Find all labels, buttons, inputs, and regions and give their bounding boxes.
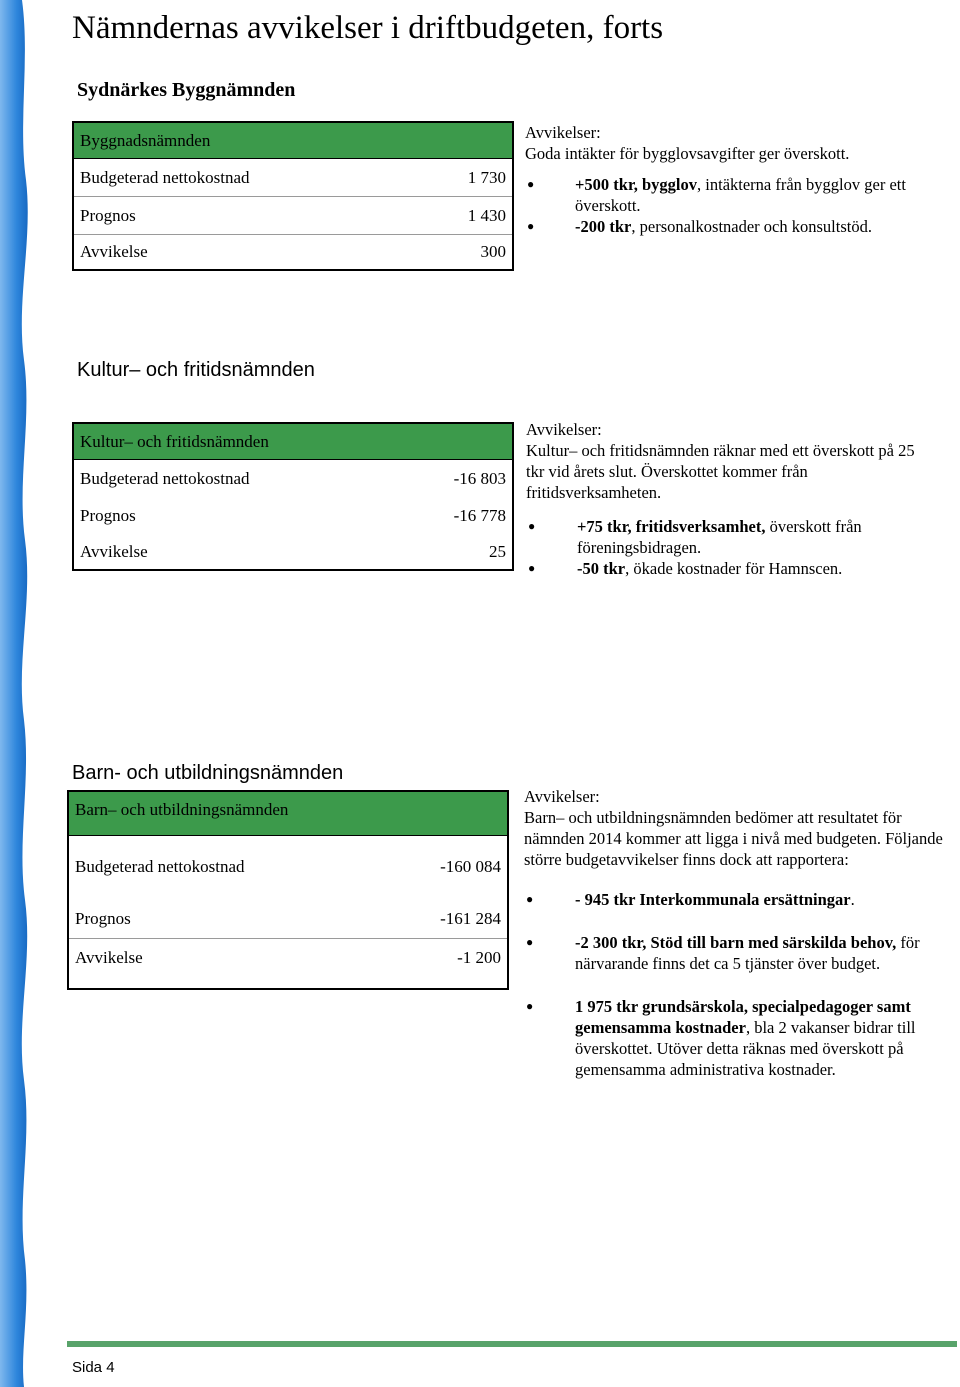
list-item xyxy=(526,558,936,579)
decorative-edge-ribbon xyxy=(0,0,34,1387)
list-item xyxy=(524,996,954,1080)
row-value: -1 200 xyxy=(457,947,501,967)
row-value: -16 778 xyxy=(453,506,506,525)
bullet-bold: +500 tkr, bygglov xyxy=(575,175,698,194)
budget-table-barn xyxy=(67,790,509,990)
budget-table-bygg xyxy=(72,121,514,271)
bullet-icon: ● xyxy=(528,519,536,533)
bullet-icon: ● xyxy=(527,219,535,233)
table-row xyxy=(69,836,507,884)
row-value: -160 084 xyxy=(440,857,501,876)
row-value: -16 803 xyxy=(453,468,506,488)
list-item xyxy=(524,932,954,974)
table-row xyxy=(69,939,507,988)
bullet-bold: -2 300 tkr, Stöd till barn med särskilda behov, xyxy=(575,933,897,952)
bullet-icon: ● xyxy=(526,999,534,1013)
deviation-notes-barn xyxy=(524,786,954,1080)
notes-bullet-list xyxy=(524,889,954,1080)
table-row xyxy=(69,884,507,939)
table-row xyxy=(74,535,512,569)
row-value: -161 284 xyxy=(440,909,501,928)
row-value: 300 xyxy=(480,242,506,261)
table-header: Barn– och utbildningsnämnden xyxy=(69,792,507,836)
bullet-text: för närvarande finns det ca 5 tjänster över budget. xyxy=(575,933,920,973)
bullet-icon: ● xyxy=(526,892,534,906)
notes-title: Avvikelser: xyxy=(524,787,600,806)
row-value: 1 430 xyxy=(467,205,506,225)
bullet-bold: 1 975 tkr grundsärskola, specialpedagoger samt gemensamma kostnader xyxy=(575,997,911,1037)
row-label: Avvikelse xyxy=(80,542,148,561)
list-item xyxy=(526,516,936,558)
row-label: Avvikelse xyxy=(75,947,143,967)
table-row xyxy=(74,235,512,269)
row-value: 25 xyxy=(489,542,506,561)
row-label: Budgeterad nettokostnad xyxy=(75,857,245,876)
deviation-notes-bygg xyxy=(525,122,950,237)
row-label: Avvikelse xyxy=(80,242,148,261)
row-label: Budgeterad nettokostnad xyxy=(80,468,250,488)
row-label: Budgeterad nettokostnad xyxy=(80,167,250,187)
notes-bullet-list xyxy=(525,174,950,237)
row-label: Prognos xyxy=(80,506,136,525)
table-row xyxy=(74,497,512,535)
footer-rule xyxy=(67,1341,957,1347)
bullet-text: överskott från föreningsbidragen. xyxy=(577,517,862,557)
bullet-text: . xyxy=(850,890,855,909)
bullet-bold: -50 tkr xyxy=(577,559,626,578)
section-heading-bygg: Sydnärkes Byggnämnden xyxy=(77,79,296,101)
table-row xyxy=(74,460,512,497)
budget-table-kultur xyxy=(72,422,514,571)
table-header: Kultur– och fritidsnämnden xyxy=(74,424,512,460)
notes-title: Avvikelser: xyxy=(525,123,601,142)
list-item xyxy=(525,174,950,216)
section-heading-kultur: Kultur– och fritidsnämnden xyxy=(77,359,315,381)
bullet-text: , personalkostnader och konsultstöd. xyxy=(631,217,872,236)
row-label: Prognos xyxy=(80,205,136,225)
notes-intro: Kultur– och fritidsnämnden räknar med ett överskott på 25 tkr vid årets slut. Överskottet kommer från fritidsverksamheten. xyxy=(526,441,915,502)
bullet-text: , bla 2 vakanser bidrar till överskottet. Utöver detta räknas med överskott på gemensamma administrativa kostnader. xyxy=(575,1018,916,1079)
bullet-bold: +75 tkr, fritidsverksamhet, xyxy=(577,517,766,536)
row-value: 1 730 xyxy=(467,167,506,187)
table-header: Byggnadsnämnden xyxy=(74,123,512,159)
row-label: Prognos xyxy=(75,909,131,928)
notes-intro: Barn– och utbildningsnämnden bedömer att resultatet för nämnden 2014 kommer att ligga i nivå med budgeten. Följande större budgetavvikelser finns dock att rapportera: xyxy=(524,808,943,869)
deviation-notes-kultur xyxy=(526,419,936,579)
notes-intro: Goda intäkter för bygglovsavgifter ger överskott. xyxy=(525,144,850,163)
notes-title: Avvikelser: xyxy=(526,420,602,439)
table-row xyxy=(74,197,512,235)
page-title: Nämndernas avvikelser i driftbudgeten, forts xyxy=(72,10,664,46)
bullet-bold: - 945 tkr Interkommunala ersättningar xyxy=(575,890,851,909)
bullet-text: , intäkterna från bygglov ger ett överskott. xyxy=(575,175,906,215)
list-item xyxy=(525,216,950,237)
bullet-icon: ● xyxy=(526,935,534,949)
list-item xyxy=(524,889,954,910)
notes-bullet-list xyxy=(526,516,936,579)
bullet-icon: ● xyxy=(528,561,536,575)
bullet-bold: -200 tkr xyxy=(575,217,632,236)
bullet-text: , ökade kostnader för Hamnscen. xyxy=(625,559,843,578)
section-heading-barn: Barn- och utbildningsnämnden xyxy=(72,762,344,784)
table-row xyxy=(74,159,512,197)
bullet-icon: ● xyxy=(527,177,535,191)
page-number: Sida 4 xyxy=(72,1359,115,1376)
